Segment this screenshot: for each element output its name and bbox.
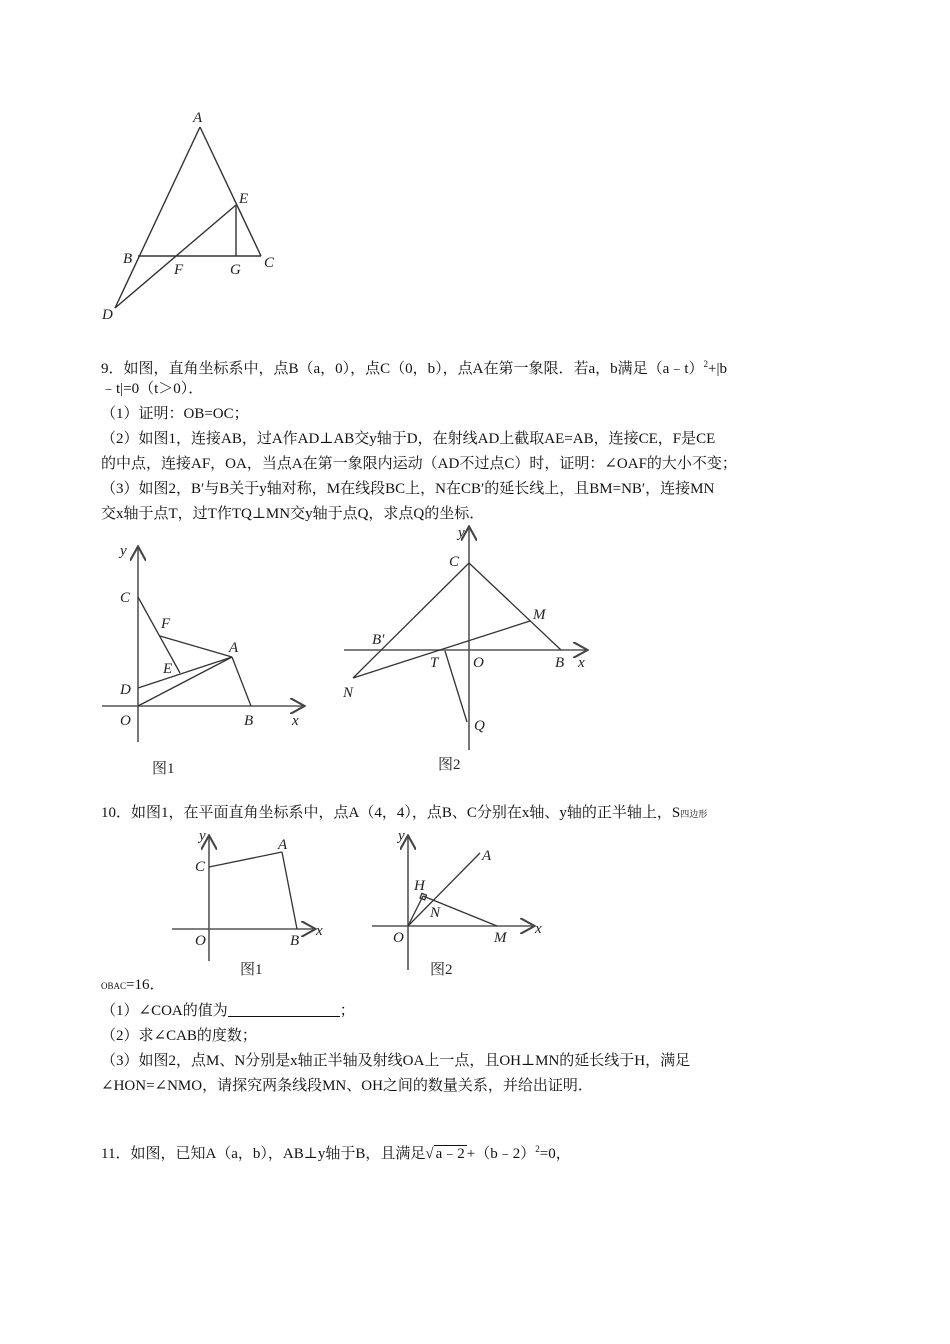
q11-stem: 11．如图，已知A（a，b），AB⊥y轴于B，且满足√ a﹣2 +（b﹣2）$^2$=0， [101,1144,571,1162]
figure-caption: 图2 [430,962,453,978]
q9-part2-line1: （2）如图1，连接AB，过A作AD⊥AB交y轴于D，在射线AD上截取AE=AB，连接CE，F是CE [101,431,716,447]
q9-stem-line1: 9．如图，直角坐标系中，点B（a，0），点C（0，b），点A在第一象限．若a，b满足（a﹣t）$^2$+|b [101,359,727,377]
q9-figure-2 [330,520,600,780]
label-f: F [174,262,184,278]
label-a: A [278,837,288,853]
label-y: y [398,828,405,844]
label-o: O [195,933,206,949]
label-o: O [473,655,484,671]
q10-stem-line2: OBAC=16． [101,977,165,993]
q9-part2-line2: 的中点，连接AF，OA，当点A在第一象限内运动（AD不过点C）时，证明：∠OAF的大小不变； [101,456,737,472]
q10-figure-2 [360,825,560,985]
label-b-prime: B′ [372,632,385,648]
label-b: B [555,655,565,671]
q9-part3-line2: 交x轴于点T，过T作TQ⊥MN交y轴于点Q，求点Q的坐标． [101,506,485,522]
label-x: x [292,713,299,729]
label-n: N [430,905,441,921]
label-c: C [120,590,131,606]
label-m: M [533,607,546,623]
label-o: O [120,713,131,729]
q9-stem-line2: ﹣t|=0（t＞0）． [101,381,204,397]
label-q: Q [474,718,485,734]
q10-stem-line1: 10．如图1，在平面直角坐标系中，点A（4，4），点B、C分别在x轴、y轴的正半轴上，S四边形 [101,805,708,821]
label-x: x [578,655,585,671]
figure-caption: 图2 [438,757,461,773]
q10-part3-line1: （3）如图2，点M、N分别是x轴正半轴及射线OA上一点，且OH⊥MN的延长线于H，满足 [101,1053,691,1069]
label-x: x [316,923,323,939]
label-a: A [482,848,492,864]
label-c: C [449,554,460,570]
label-y: y [120,543,127,559]
label-g: G [230,262,241,278]
answer-blank [228,1002,340,1017]
label-h: H [414,878,425,894]
q10-part1: （1）∠COA的值为 ； [101,1003,355,1019]
q9-part3-line1: （3）如图2，B′与B关于y轴对称，M在线段BC上，N在CB′的延长线上，且BM=NB′，连接MN [101,481,715,497]
sqrt-radicand: a﹣2 [435,1146,465,1162]
label-b: B [290,933,300,949]
label-d: D [102,307,113,323]
label-y: y [199,828,206,844]
figure-triangle-abc [90,100,310,330]
label-e: E [239,191,249,207]
label-a: A [193,110,203,126]
label-o: O [393,930,404,946]
q10-part2: （2）求∠CAB的度数； [101,1028,257,1044]
sqrt-sign: √ [425,1146,434,1162]
label-c: C [264,255,275,271]
q10-part3-line2: ∠HON=∠NMO，请探究两条线段MN、OH之间的数量关系，并给出证明． [101,1078,593,1094]
q9-figure-1 [95,535,315,780]
label-b: B [123,251,133,267]
label-c: C [195,859,206,875]
figure-caption: 图1 [240,962,263,978]
label-a: A [229,640,239,656]
label-m: M [494,930,507,946]
label-f: F [161,616,171,632]
label-x: x [535,921,542,937]
label-y: y [458,525,465,541]
q10-figure-1 [160,825,350,985]
label-b: B [244,713,254,729]
q9-part1: （1）证明：OB=OC； [101,406,249,422]
figure-caption: 图1 [152,761,175,777]
label-t: T [430,655,439,671]
label-e: E [163,661,173,677]
label-n: N [343,685,354,701]
label-d: D [120,682,131,698]
